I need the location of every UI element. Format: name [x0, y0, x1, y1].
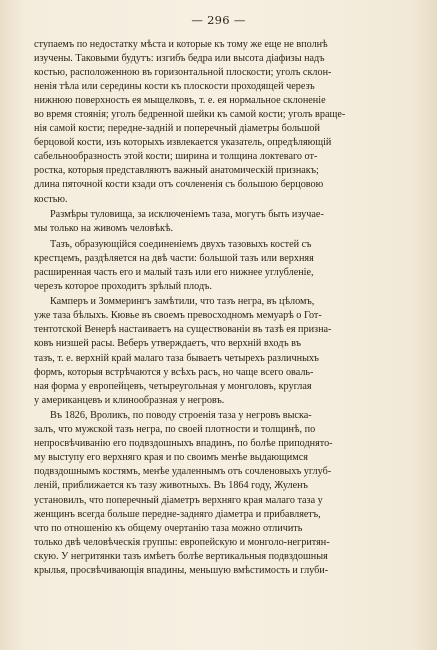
text-line: тентотской Венерѣ настаиваетъ на существованіи въ тазѣ ея призна-: [34, 324, 332, 336]
text-line: ненія тѣла или середины кости къ плоскости проходящей черезъ: [34, 81, 315, 93]
text-line: Размѣры туловища, за исключеніемъ таза, могутъ быть изучае-: [50, 209, 324, 221]
text-line: крылья, просвѣчивающія впадины, меньшую вмѣстимость и глуби-: [34, 564, 329, 576]
text-line: Тазъ, образующійся соединеніемъ двухъ тазовыхъ костей съ: [50, 238, 312, 250]
text-line: установилъ, что поперечный діаметръ верхняго края малаго таза у: [34, 494, 323, 506]
text-line: му выступу его верхняго края и по своимъ менѣе выдающимся: [34, 452, 308, 464]
text-line: тазъ, т. е. верхній край малаго таза бываетъ четырехъ различныхъ: [34, 352, 319, 364]
text-line: костью.: [34, 193, 68, 205]
paragraph-camper-soemmerring: [34, 295, 416, 407]
text-line: леній, приближается къ тазу животныхъ. Въ 1864 году, Жуленъ: [34, 480, 308, 492]
text-line: что по отношенію къ общему очертанію таза можно отличить: [34, 522, 303, 534]
text-line: уже таза бѣлыхъ. Кювье въ своемъ превосходномъ мемуарѣ о Гот-: [34, 310, 322, 322]
paragraph-pelvis-definition: [34, 238, 416, 294]
text-line: только двѣ человѣческія группы: европейскую и монголо-негритян-: [34, 536, 330, 548]
page-number: — 296 —: [191, 13, 246, 27]
text-line: залъ, что мужской тазъ негра, по своей плотности и толщинѣ, по: [34, 424, 316, 436]
text-line: нижнюю поверхность ея мыщелковъ, т. е. ея нормальное склоненіе: [34, 95, 326, 107]
text-line: подвздошнымъ костямъ, менѣе удаленнымъ отъ сочленовыхъ углуб-: [34, 466, 332, 478]
text-line: ростка, которыя представляютъ важный анатомическій признакъ;: [34, 165, 319, 177]
text-line: ступаемъ по недостатку мѣста и которые къ тому же еще не вполнѣ: [34, 39, 328, 50]
text-line: женщинъ всегда больше передне-задняго діаметра и прибавляетъ,: [34, 508, 321, 520]
paragraph-bones-measurements: [34, 38, 416, 207]
text-line: нія самой кости; передне-задній и поперечный діаметры большой: [34, 123, 320, 135]
text-line: сабельнообразность этой кости; ширина и толщина локтеваго от-: [34, 151, 318, 163]
text-line: изучены. Таковыми будутъ: изгибъ бедра или высота діафизы надъ: [34, 53, 325, 65]
text-line: ковъ низшей расы. Веберъ утверждаетъ, что верхній входъ въ: [34, 338, 302, 350]
text-line: Камперъ и Зоммерингъ замѣтили, что тазъ негра, въ цѣломъ,: [50, 296, 315, 308]
text-line: формъ, которыя встрѣчаются у всѣхъ расъ, но чаще всего оваль-: [34, 366, 314, 378]
text-line: Въ 1826, Вроликъ, по поводу строенія таза у негровъ выска-: [50, 410, 312, 422]
text-line: черезъ которое проходитъ зрѣлый плодъ.: [34, 280, 212, 292]
paragraph-torso: [34, 208, 416, 236]
text-line: во время стоянія; уголъ бедренной шейки къ самой кости; уголъ враще-: [34, 109, 346, 121]
text-line: расширенная часть его и малый тазъ или его нижнее углубленіе,: [34, 266, 314, 278]
text-line: костью, расположенною въ горизонтальной плоскости; уголъ склон-: [34, 67, 332, 79]
page-text: [34, 38, 416, 579]
text-line: ная форма у европейцевъ, четыреугольная у монголовъ, круглая: [34, 380, 312, 392]
paragraph-vrolik-joulin: [34, 409, 416, 578]
text-line: берцовой кости, изъ которыхъ извлекается указатель, опредѣляющій: [34, 137, 332, 149]
text-line: длина пяточной кости кзади отъ сочлененія съ большою берцовою: [34, 179, 324, 191]
text-line: скую. У негритянки тазъ имѣетъ болѣе вертикальныя подвздошныя: [34, 550, 328, 562]
text-line: крестцемъ, раздѣляется на двѣ части: большой тазъ или верхняя: [34, 252, 314, 264]
text-line: мы только на живомъ человѣкѣ.: [34, 223, 174, 235]
text-line: у американцевъ и клинообразная у негровъ.: [34, 394, 225, 406]
text-line: непросвѣчиванію его подвздошныхъ впадинъ, по болѣе приподнято-: [34, 438, 333, 450]
